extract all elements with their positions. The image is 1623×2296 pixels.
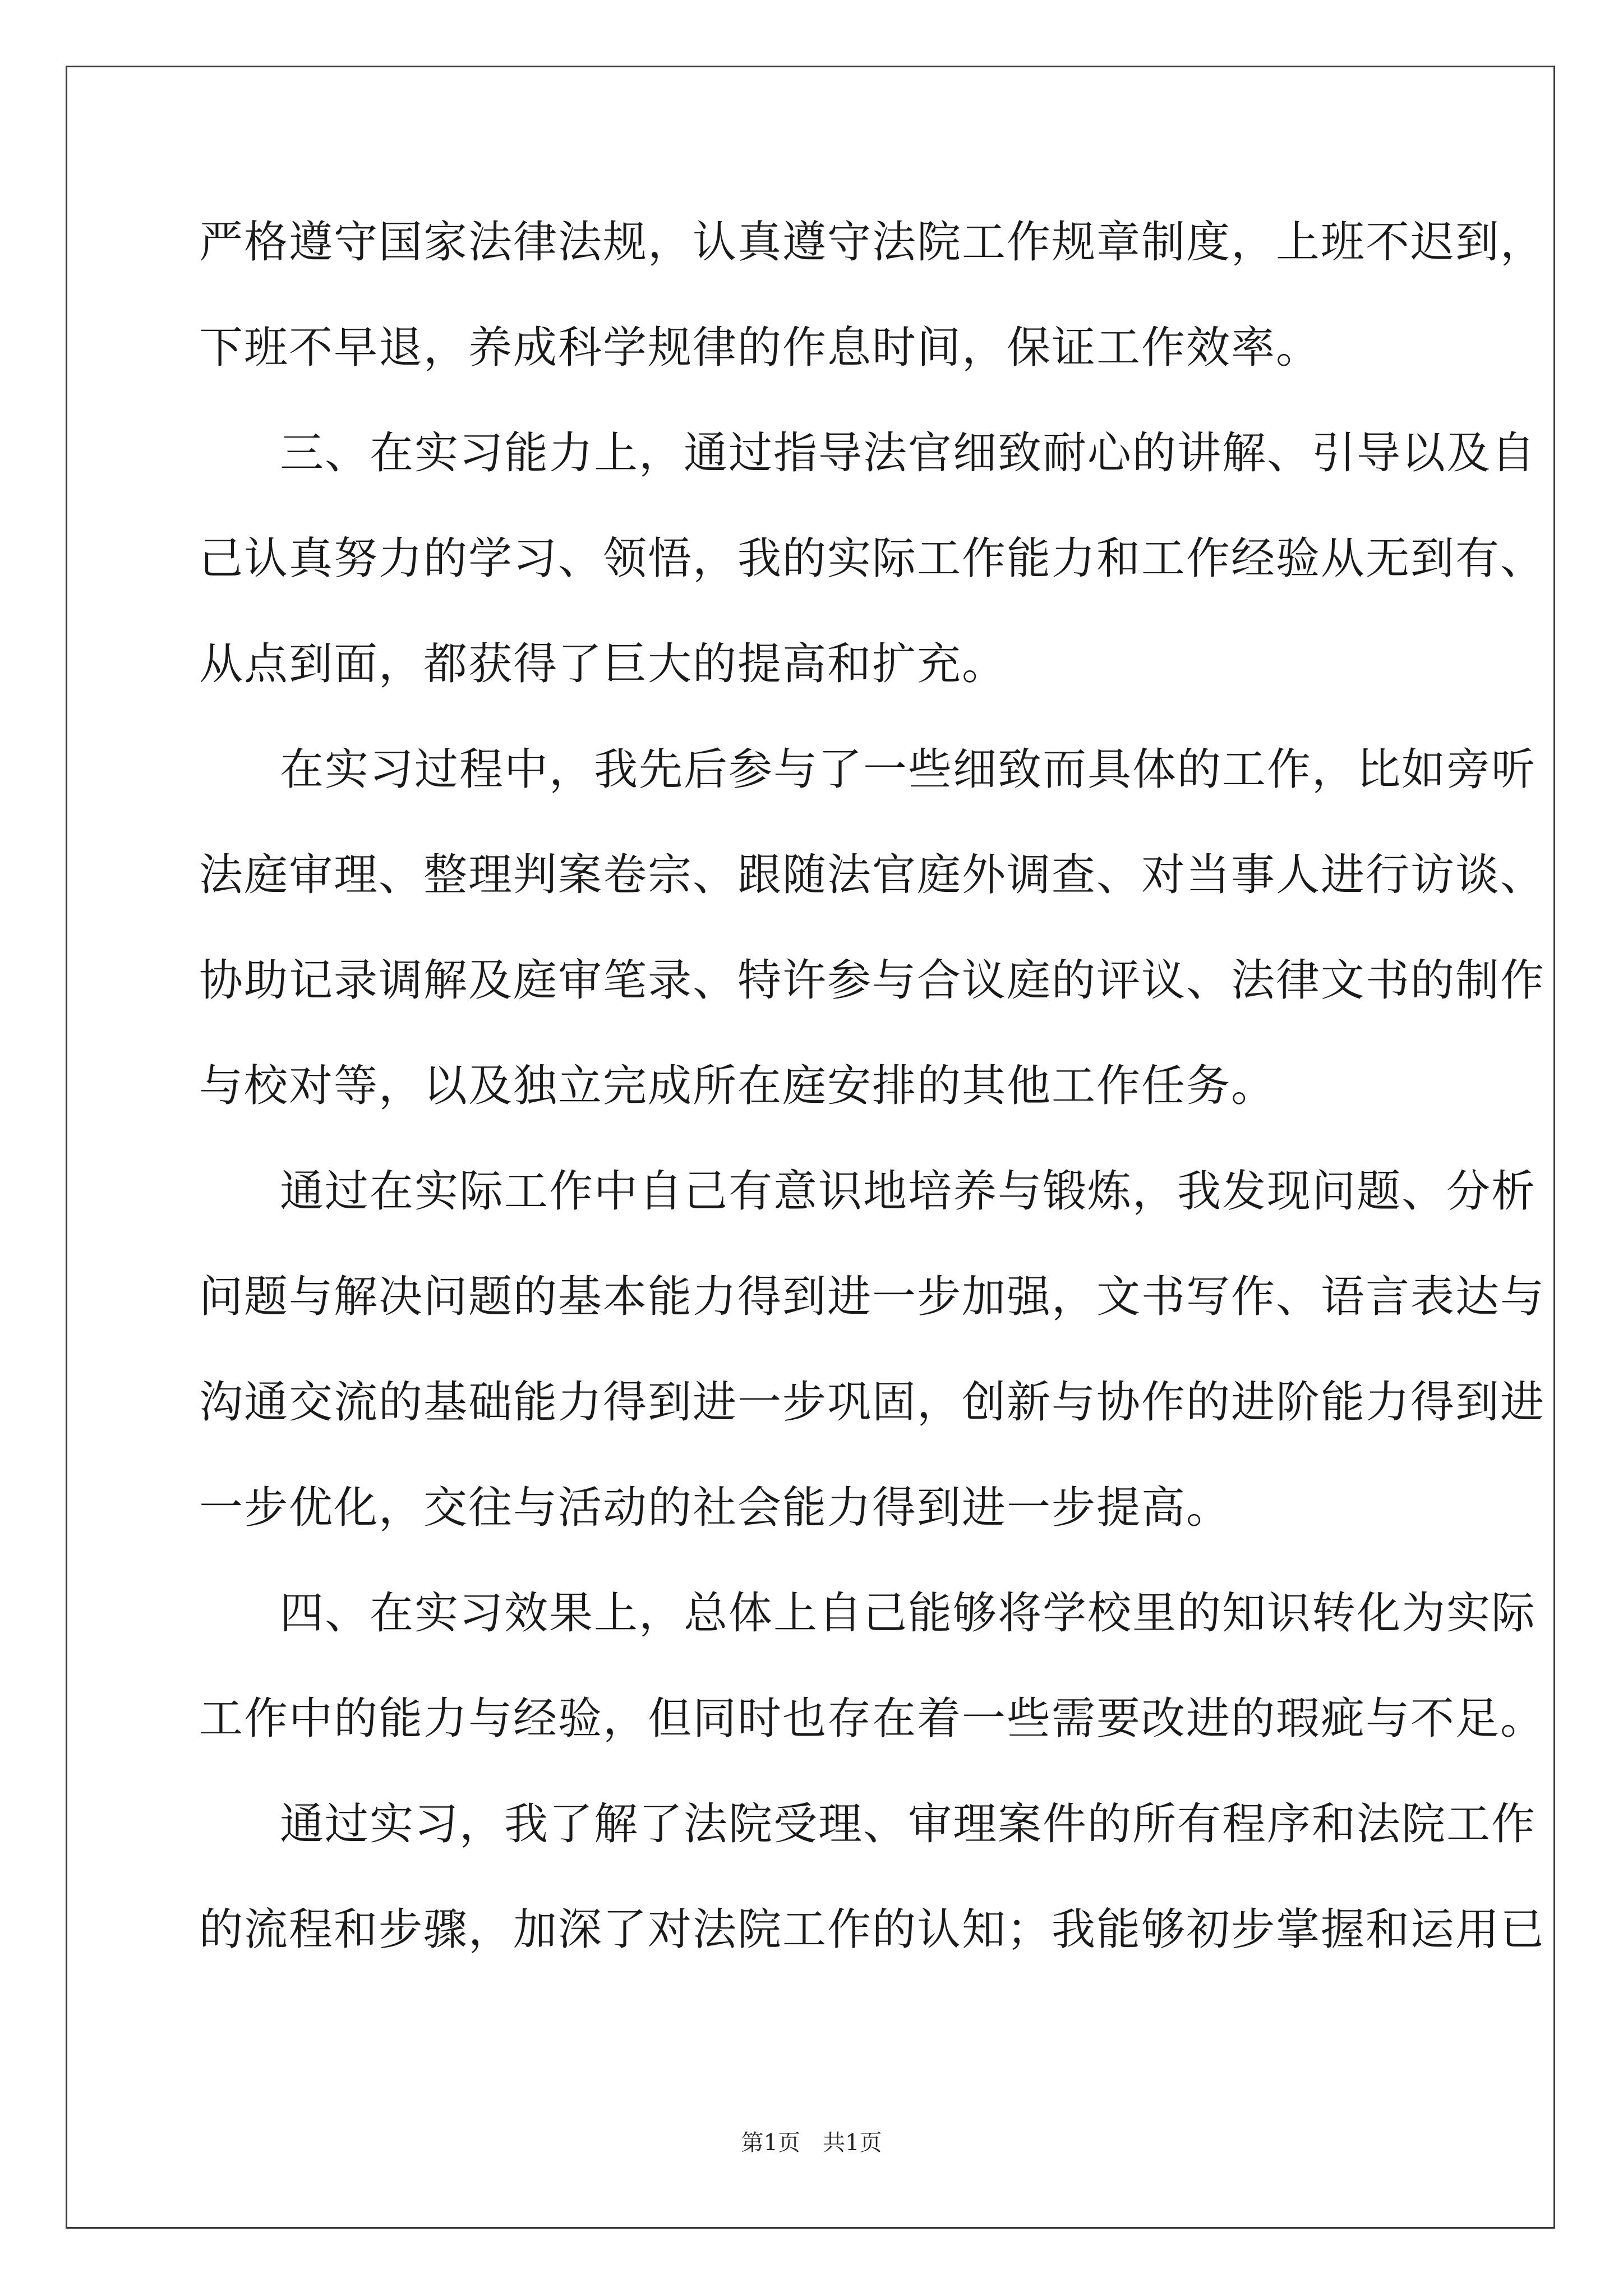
text-line: 严格遵守国家法律法规，认真遵守法院工作规章制度，上班不迟到， xyxy=(199,217,1546,268)
text-line: 四、在实习效果上，总体上自己能够将学校里的知识转化为实际 xyxy=(280,1588,1537,1639)
text-line: 己认真努力的学习、领悟，我的实际工作能力和工作经验从无到有、 xyxy=(199,533,1546,584)
text-line: 与校对等，以及独立完成所在庭安排的其他工作任务。 xyxy=(199,1061,1276,1111)
text-line: 通过实习，我了解了法院受理、审理案件的所有程序和法院工作 xyxy=(280,1799,1537,1849)
text-line: 工作中的能力与经验，但同时也存在着一些需要改进的瑕疵与不足。 xyxy=(199,1694,1546,1744)
text-line: 下班不早退，养成科学规律的作息时间，保证工作效率。 xyxy=(199,323,1321,373)
document-body xyxy=(199,190,1546,1982)
text-line: 沟通交流的基础能力得到进一步巩固，创新与协作的进阶能力得到进 xyxy=(199,1377,1546,1428)
text-line: 一步优化，交往与活动的社会能力得到进一步提高。 xyxy=(199,1483,1232,1533)
text-line: 法庭审理、整理判案卷宗、跟随法官庭外调查、对当事人进行访谈、 xyxy=(199,850,1546,900)
text-line: 协助记录调解及庭审笔录、特许参与合议庭的评议、法律文书的制作 xyxy=(199,955,1546,1006)
page-number-footer: 第1页 共1页 xyxy=(741,2130,882,2156)
text-line: 通过在实际工作中自己有意识地培养与锻炼，我发现问题、分析 xyxy=(280,1166,1537,1217)
text-line: 从点到面，都获得了巨大的提高和扩充。 xyxy=(199,639,1007,689)
text-line: 问题与解决问题的基本能力得到进一步加强，文书写作、语言表达与 xyxy=(199,1272,1546,1322)
text-line: 的流程和步骤，加深了对法院工作的认知；我能够初步掌握和运用已 xyxy=(199,1904,1546,1955)
text-line: 三、在实习能力上，通过指导法官细致耐心的讲解、引导以及自 xyxy=(280,428,1537,478)
text-line: 在实习过程中，我先后参与了一些细致而具体的工作，比如旁听 xyxy=(280,744,1537,795)
